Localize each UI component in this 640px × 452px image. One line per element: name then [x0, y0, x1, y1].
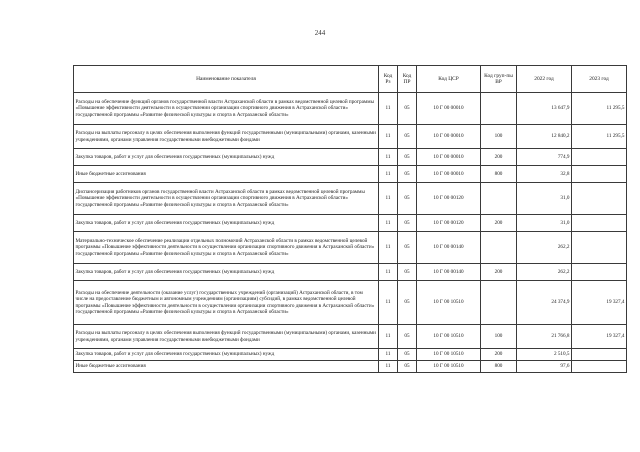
row-csr: 10 Г 00 10510 — [417, 361, 481, 373]
row-name: Закупка товаров, работ и услуг для обеспечения государственных (муниципальных) нужд — [74, 215, 379, 232]
header-csr: Код ЦСР — [417, 66, 481, 93]
row-2023: 11 295,5 — [572, 93, 627, 125]
table-row — [74, 325, 627, 349]
row-name: Диспансеризация работников органов государственной власти Астраханской области в рамках ведомственной целевой программы «Повышение эффективности деятельности в осуществлении организации спортивного движения в Астраханской области» государственной программы «Развитие физической культуры и спорта в Астраханской области» — [74, 183, 379, 215]
row-name: Закупка товаров, работ и услуг для обеспечения государственных (муниципальных) нужд — [74, 149, 379, 166]
row-vr: 100 — [481, 125, 517, 149]
row-2022: 97,6 — [517, 361, 572, 373]
row-csr: 10 Г 00 10510 — [417, 281, 481, 325]
row-csr: 10 Г 00 00010 — [417, 125, 481, 149]
row-csr: 10 Г 00 00140 — [417, 264, 481, 281]
row-name: Расходы на обеспечение деятельности (оказание услуг) государственных учреждений (организаций) Астраханской области, в том числе на предоставление бюджетным и автономным учреждениям (организациям) субсидий, в рамках ведомственной целевой программы «Повышение эффективности деятельности в осуществлении организации спортивного движения в Астраханской области» государственной программы «Развитие физической культуры и спорта в Астраханской области» — [74, 281, 379, 325]
table-row — [74, 215, 627, 232]
row-csr: 10 Г 00 00010 — [417, 149, 481, 166]
row-2022: 262,2 — [517, 264, 572, 281]
row-2023 — [572, 264, 627, 281]
row-2022: 13 647,9 — [517, 93, 572, 125]
row-rz: 11 — [379, 215, 398, 232]
row-name: Иные бюджетные ассигнования — [74, 166, 379, 183]
row-pr: 05 — [398, 93, 417, 125]
table-row — [74, 361, 627, 373]
row-pr: 05 — [398, 215, 417, 232]
row-2023 — [572, 349, 627, 361]
row-2022: 2 510,5 — [517, 349, 572, 361]
row-pr: 05 — [398, 149, 417, 166]
row-pr: 05 — [398, 361, 417, 373]
row-rz: 11 — [379, 281, 398, 325]
row-2023 — [572, 149, 627, 166]
row-pr: 05 — [398, 166, 417, 183]
row-2022: 21 766,8 — [517, 325, 572, 349]
row-2022: 31,0 — [517, 215, 572, 232]
row-vr: 800 — [481, 166, 517, 183]
row-vr: 200 — [481, 349, 517, 361]
row-rz: 11 — [379, 361, 398, 373]
row-vr — [481, 183, 517, 215]
row-vr: 800 — [481, 361, 517, 373]
row-2022: 32,8 — [517, 166, 572, 183]
row-rz: 11 — [379, 264, 398, 281]
row-2023 — [572, 183, 627, 215]
row-2022: 24 374,9 — [517, 281, 572, 325]
header-2023: 2023 год — [572, 66, 627, 93]
budget-table — [73, 65, 627, 373]
table-row — [74, 232, 627, 264]
row-rz: 11 — [379, 325, 398, 349]
row-pr: 05 — [398, 232, 417, 264]
row-2023: 19 327,4 — [572, 325, 627, 349]
row-2022: 262,2 — [517, 232, 572, 264]
row-2022: 12 840,2 — [517, 125, 572, 149]
row-pr: 05 — [398, 183, 417, 215]
row-rz: 11 — [379, 349, 398, 361]
row-name: Расходы на обеспечение функций органов государственной власти Астраханской области в рамках ведомственной целевой программы «Повышение эффективности деятельности в осуществлении организации спортивного движения в Астраханской области» государственной программы «Развитие физической культуры и спорта в Астраханской области» — [74, 93, 379, 125]
table-row — [74, 149, 627, 166]
header-vr: Код груп-пы ВР — [481, 66, 517, 93]
row-2022: 31,0 — [517, 183, 572, 215]
row-vr — [481, 93, 517, 125]
row-2023 — [572, 361, 627, 373]
row-csr: 10 Г 00 00120 — [417, 183, 481, 215]
row-pr: 05 — [398, 281, 417, 325]
row-2023 — [572, 166, 627, 183]
row-2023: 19 327,4 — [572, 281, 627, 325]
row-csr: 10 Г 00 10510 — [417, 349, 481, 361]
page-number: 244 — [314, 29, 326, 37]
row-csr: 10 Г 00 00120 — [417, 215, 481, 232]
table-row — [74, 264, 627, 281]
header-rz: Код Рз — [379, 66, 398, 93]
row-csr: 10 Г 00 10510 — [417, 325, 481, 349]
row-2022: 774,9 — [517, 149, 572, 166]
row-csr: 10 Г 00 00010 — [417, 166, 481, 183]
row-name: Закупка товаров, работ и услуг для обеспечения государственных (муниципальных) нужд — [74, 264, 379, 281]
row-name: Расходы на выплаты персоналу в целях обеспечения выполнения функций государственными (муниципальными) органами, казенными учреждениями, органами управления государственными внебюджетными фондами — [74, 125, 379, 149]
row-name: Расходы на выплаты персоналу в целях обеспечения выполнения функций государственными (муниципальными) органами, казенными учреждениями, органами управления государственными внебюджетными фондами — [74, 325, 379, 349]
table-row — [74, 166, 627, 183]
header-name: Наименование показателя — [74, 66, 379, 93]
row-rz: 11 — [379, 183, 398, 215]
row-pr: 05 — [398, 325, 417, 349]
row-vr: 200 — [481, 264, 517, 281]
row-vr — [481, 281, 517, 325]
row-rz: 11 — [379, 232, 398, 264]
row-vr — [481, 232, 517, 264]
row-vr: 200 — [481, 215, 517, 232]
row-name: Иные бюджетные ассигнования — [74, 361, 379, 373]
row-name: Материально-техническое обеспечение реализации отдельных полномочий Астраханской области в рамках ведомственной целевой программы «Повышение эффективности деятельности в осуществлении организации спортивного движения в Астраханской области» государственной программы «Развитие физической культуры и спорта в Астраханской области» — [74, 232, 379, 264]
row-rz: 11 — [379, 125, 398, 149]
row-csr: 10 Г 00 00140 — [417, 232, 481, 264]
row-rz: 11 — [379, 166, 398, 183]
table-row — [74, 281, 627, 325]
row-rz: 11 — [379, 93, 398, 125]
header-2022: 2022 год — [517, 66, 572, 93]
table-row — [74, 125, 627, 149]
table-header-row — [74, 66, 627, 93]
table-row — [74, 183, 627, 215]
row-rz: 11 — [379, 149, 398, 166]
header-pr: Код ПР — [398, 66, 417, 93]
table-row — [74, 349, 627, 361]
row-csr: 10 Г 00 00010 — [417, 93, 481, 125]
row-pr: 05 — [398, 125, 417, 149]
row-pr: 05 — [398, 349, 417, 361]
row-pr: 05 — [398, 264, 417, 281]
row-vr: 100 — [481, 325, 517, 349]
table-row — [74, 93, 627, 125]
row-vr: 200 — [481, 149, 517, 166]
row-2023: 11 295,5 — [572, 125, 627, 149]
row-2023 — [572, 232, 627, 264]
row-2023 — [572, 215, 627, 232]
row-name: Закупка товаров, работ и услуг для обеспечения государственных (муниципальных) нужд — [74, 349, 379, 361]
